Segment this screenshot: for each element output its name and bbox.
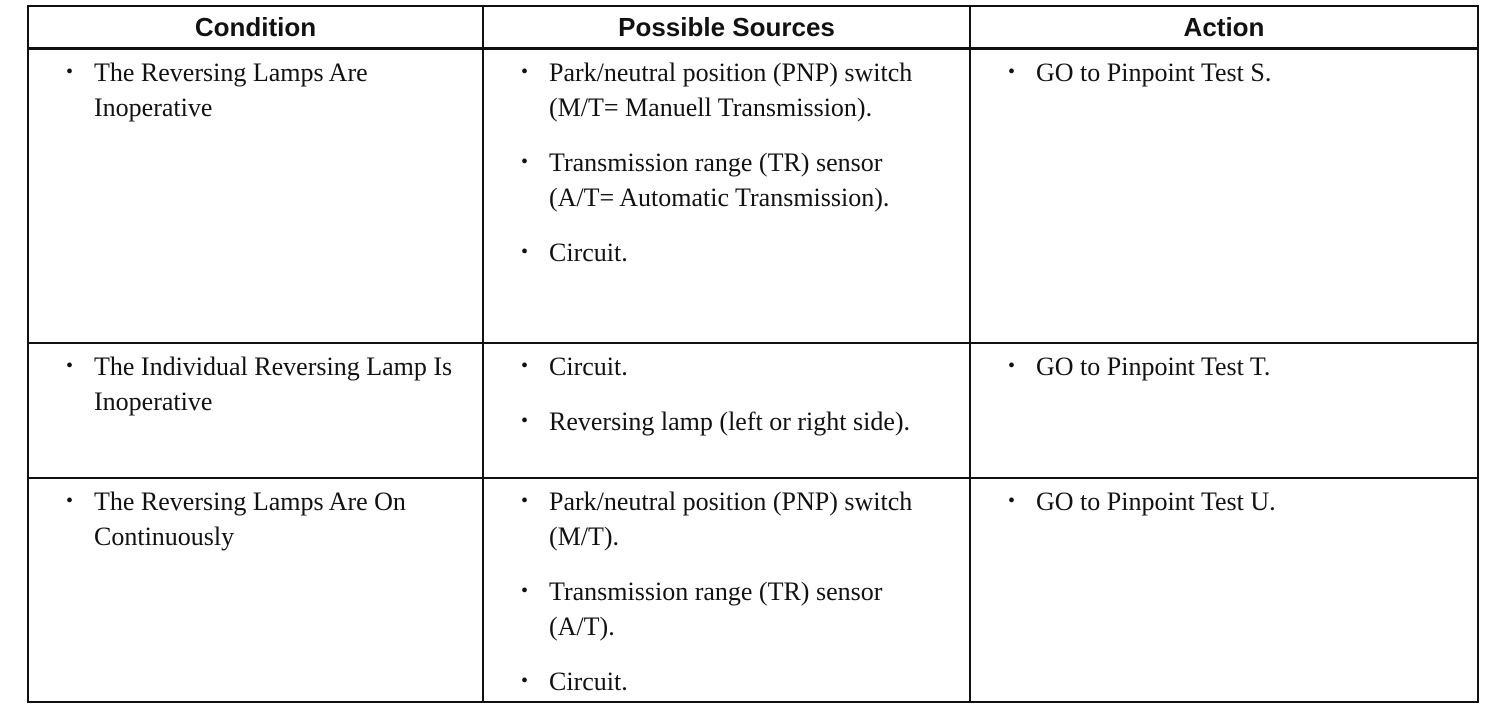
source-item [514,349,949,384]
action-cell [970,343,1478,478]
bullet-icon: • [1007,355,1015,377]
header-condition: Condition [28,6,483,49]
source-text: Circuit. [549,238,628,267]
source-text: Park/neutral position (PNP) switch (M/T= Manuell Transmission). [549,58,913,122]
action-item [1001,484,1457,519]
condition-text: The Reversing Lamps Are Inoperative [94,58,368,122]
header-possible-sources: Possible Sources [483,6,970,49]
condition-cell [28,49,483,344]
source-item [514,235,949,270]
sources-cell [483,49,970,344]
action-cell [970,49,1478,344]
source-item [514,55,949,125]
bullet-icon: • [520,151,528,173]
action-cell [970,478,1478,702]
action-text: GO to Pinpoint Test S. [1036,58,1272,87]
source-text: Circuit. [549,352,628,381]
condition-text: The Individual Reversing Lamp Is Inoperative [94,352,453,416]
bullet-icon: • [520,241,528,263]
condition-cell [28,343,483,478]
source-text: Park/neutral position (PNP) switch (M/T). [549,487,913,551]
bullet-icon: • [1007,490,1015,512]
bullet-icon: • [520,490,528,512]
bullet-icon: • [520,580,528,602]
source-item [514,484,949,554]
bullet-icon: • [1007,61,1015,83]
bullet-icon: • [65,61,73,83]
bullet-icon: • [520,410,528,432]
sources-cell [483,343,970,478]
header-action: Action [970,6,1478,49]
bullet-icon: • [65,355,73,377]
condition-text: The Reversing Lamps Are On Continuously [94,487,406,551]
source-text: Circuit. [549,667,628,696]
condition-cell [28,478,483,702]
source-item [514,664,949,699]
diagnosis-table [27,5,1479,703]
bullet-icon: • [520,61,528,83]
action-item [1001,349,1457,384]
bullet-icon: • [65,490,73,512]
table-row [28,478,1478,702]
table-row [28,49,1478,344]
source-text: Reversing lamp (left or right side). [549,407,911,436]
condition-item [59,484,462,554]
source-text: Transmission range (TR) sensor (A/T). [549,577,883,641]
bullet-icon: • [520,355,528,377]
source-text: Transmission range (TR) sensor (A/T= Automatic Transmission). [549,148,890,212]
header-row [28,6,1478,49]
action-text: GO to Pinpoint Test U. [1036,487,1276,516]
action-item [1001,55,1457,90]
source-item [514,145,949,215]
source-item [514,574,949,644]
action-text: GO to Pinpoint Test T. [1036,352,1271,381]
bullet-icon: • [520,670,528,692]
condition-item [59,55,462,125]
sources-cell [483,478,970,702]
condition-item [59,349,462,419]
source-item [514,404,949,439]
table-row [28,343,1478,478]
